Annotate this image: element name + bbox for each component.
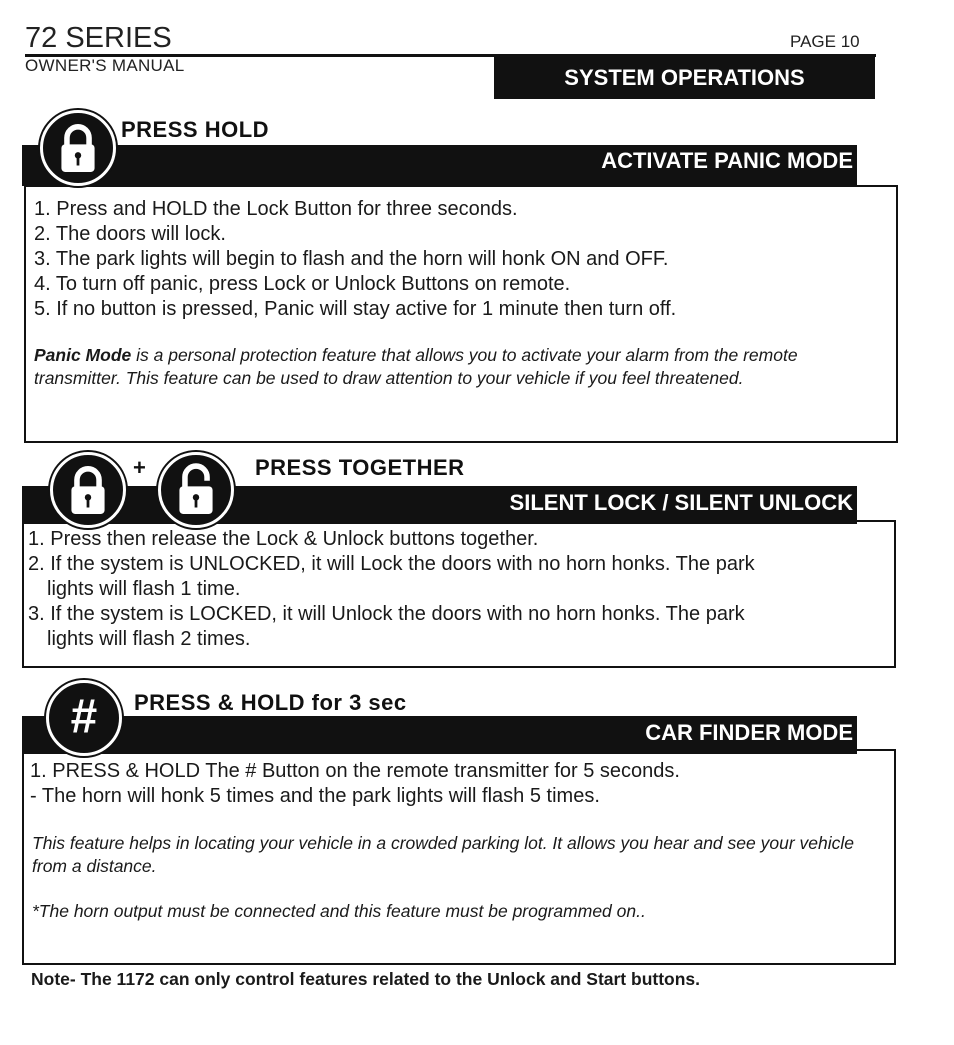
lock-icon [43,113,113,183]
car-finder-bar: CAR FINDER MODE [22,716,857,754]
list-item: 2. If the system is UNLOCKED, it will Lock the doors with no horn honks. The park [28,553,755,575]
page-number: PAGE 10 [790,32,860,51]
lock-icon [50,452,126,528]
hash-icon [49,683,119,753]
unlock-icon [158,452,234,528]
panic-mode-text: is a personal protection feature that allows you to activate your alarm from the remote transmitter. This feature can be used to draw attention to your vehicle if you feel threatened. [34,345,798,388]
press-together-label: PRESS TOGETHER [255,455,465,480]
list-item: 1. Press then release the Lock & Unlock buttons together. [28,528,539,550]
lock-icon [53,455,123,525]
list-item: lights will flash 1 time. [47,578,241,600]
silent-lock-box [22,520,896,668]
list-item: 2. The doors will lock. [34,223,226,245]
list-item: 1. Press and HOLD the Lock Button for three seconds. [34,198,518,220]
unlock-icon [161,455,231,525]
list-item: 4. To turn off panic, press Lock or Unlock Buttons on remote. [34,273,571,295]
car-finder-description: This feature helps in locating your vehicle in a crowded parking lot. It allows you hear and see your vehicle from a distance. [32,833,854,876]
plus-sign: + [133,455,146,480]
list-item: - The horn will honk 5 times and the park lights will flash 5 times. [30,785,600,807]
manual-subtitle: OWNER'S MANUAL [25,56,185,75]
silent-lock-bar: SILENT LOCK / SILENT UNLOCK [22,486,857,524]
press-hold-label: PRESS HOLD [121,117,270,142]
list-item: 5. If no button is pressed, Panic will stay active for 1 minute then turn off. [34,298,677,320]
list-item: 1. PRESS & HOLD The # Button on the remote transmitter for 5 seconds. [30,760,680,782]
press-hold-3sec-label: PRESS & HOLD for 3 sec [134,690,407,715]
car-finder-box [22,749,896,965]
hash-glyph: # [70,690,98,744]
panic-mode-description [34,344,864,390]
panic-mode-bar: ACTIVATE PANIC MODE [22,145,857,186]
hash-icon [46,680,122,756]
car-finder-steps [30,759,890,809]
list-item: 3. If the system is LOCKED, it will Unlock the doors with no horn honks. The park [28,603,745,625]
lock-icon [40,110,116,186]
footer-note: Note- The 1172 can only control features related to the Unlock and Start buttons. [31,969,701,989]
list-item: 3. The park lights will begin to flash and the horn will honk ON and OFF. [34,248,669,270]
list-item: lights will flash 2 times. [47,628,251,650]
silent-steps [28,527,888,652]
car-finder-requirement: *The horn output must be connected and this feature must be programmed on.. [32,901,646,921]
panic-mode-box [24,185,898,443]
panic-steps [34,197,884,322]
panic-mode-term: Panic Mode [34,345,132,365]
series-title: 72 SERIES [25,22,172,54]
section-title-bar: SYSTEM OPERATIONS [494,57,875,99]
